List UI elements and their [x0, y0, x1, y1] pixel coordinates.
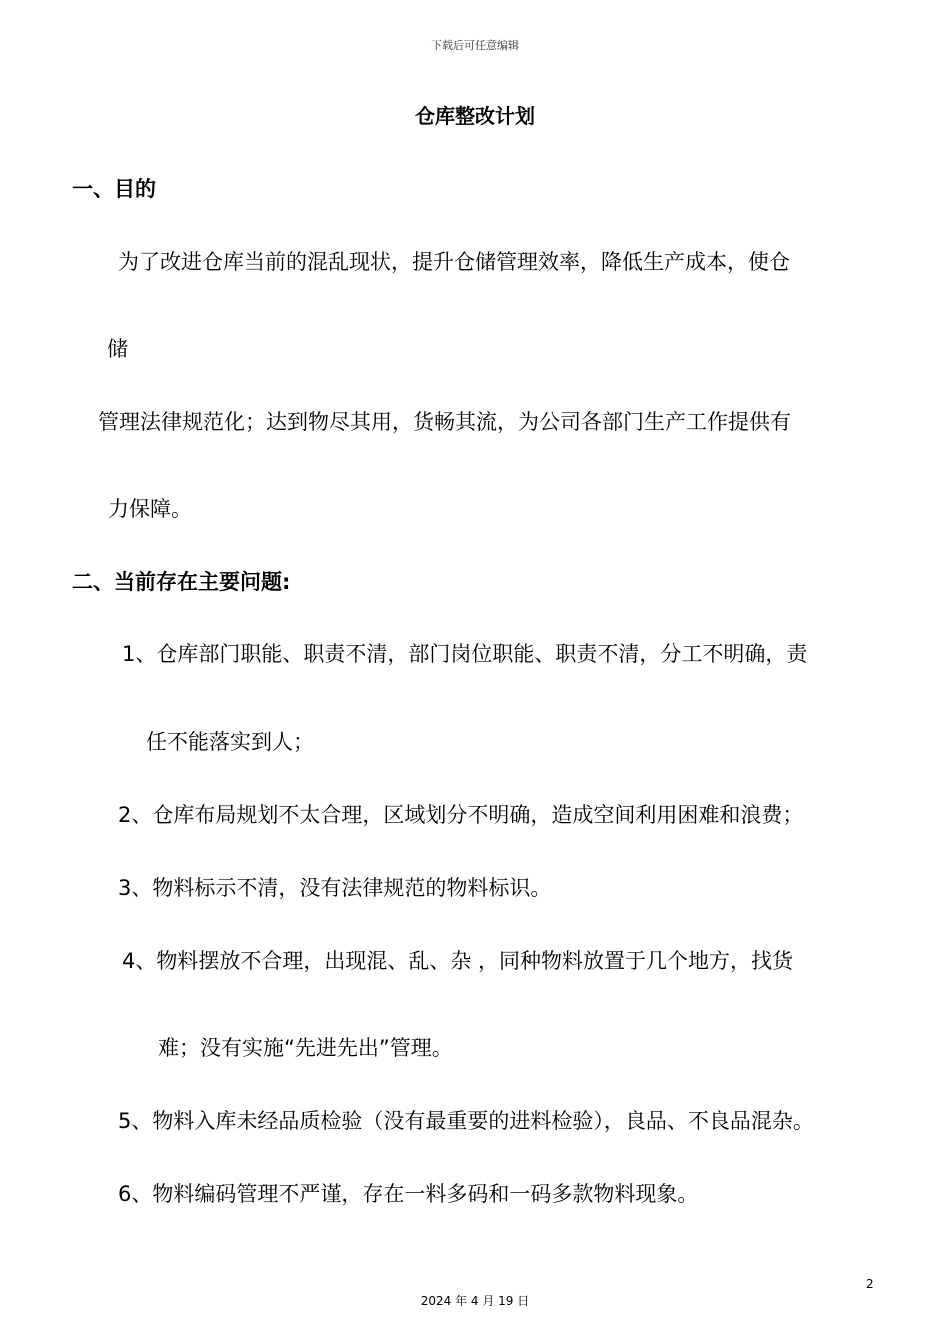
problem-line: 任不能落实到人；: [146, 730, 314, 754]
problem-line: 2、仓库布局规划不太合理，区域划分不明确，造成空间利用困难和浪费；: [118, 803, 804, 827]
problem-line: 难；没有实施“先进先出”管理。: [158, 1036, 453, 1060]
problem-line: 5、物料入库未经品质检验（没有最重要的进料检验），良品、不良品混杂。: [118, 1109, 814, 1133]
problem-line: 4、物料摆放不合理，出现混、乱、杂 ，同种物料放置于几个地方，找货: [122, 949, 794, 973]
problem-line: 1、仓库部门职能、职责不清，部门岗位职能、职责不清，分工不明确，责: [122, 642, 808, 666]
problem-line: 6、物料编码管理不严谨，存在一料多码和一码多款物料现象。: [118, 1182, 699, 1206]
page-number: 2: [866, 1277, 874, 1291]
section-heading-purpose: 一、目的: [72, 177, 156, 201]
page-header: 下载后可任意编辑: [431, 39, 519, 52]
problem-line: 3、物料标示不清，没有法律规范的物料标识。: [118, 876, 552, 900]
purpose-line: 管理法律规范化；达到物尽其用，货畅其流，为公司各部门生产工作提供有: [98, 410, 791, 434]
document-title: 仓库整改计划: [415, 104, 535, 128]
purpose-line: 储: [107, 337, 128, 361]
purpose-line: 为了改进仓库当前的混乱现状，提升仓储管理效率，降低生产成本，使仓: [118, 250, 790, 274]
section-heading-problems: 二、当前存在主要问题:: [72, 570, 291, 594]
purpose-line: 力保障。: [108, 497, 192, 521]
footer-date: 2024 年 4 月 19 日: [420, 1294, 530, 1308]
